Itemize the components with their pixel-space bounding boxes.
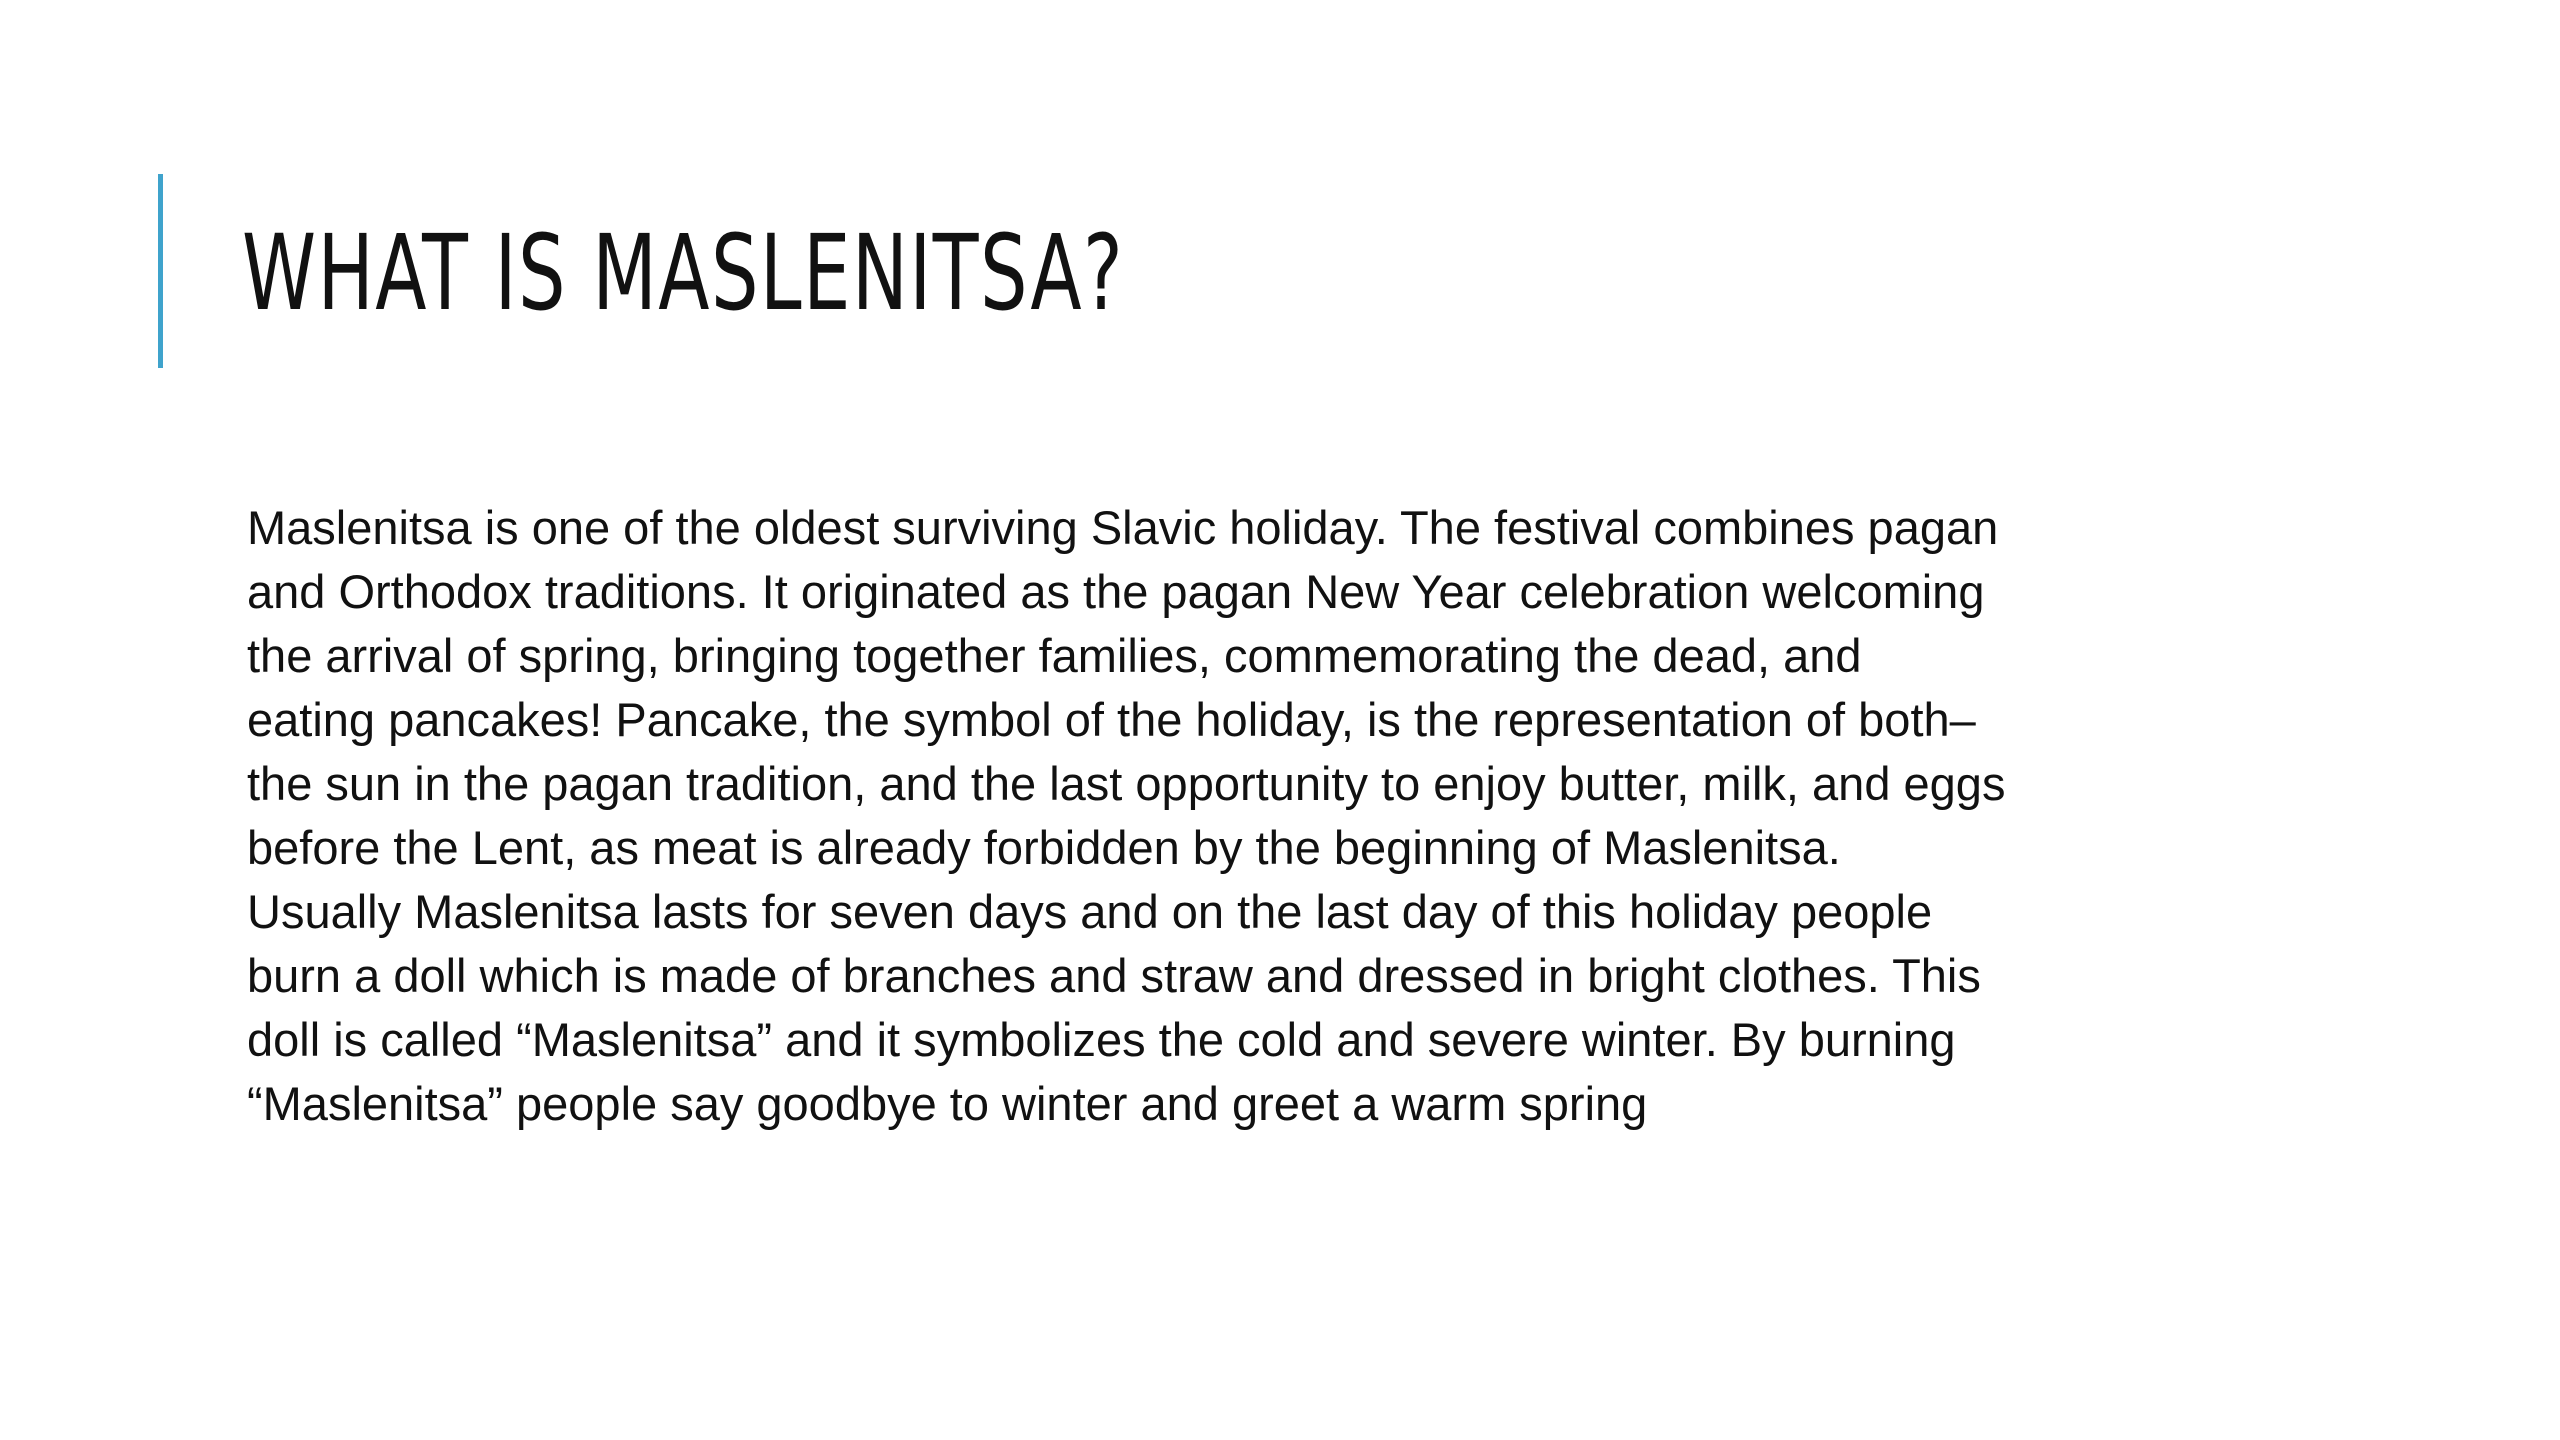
body-line: doll is called “Maslenitsa” and it symbolizes the cold and severe winter. By burning — [247, 1013, 1956, 1066]
slide-title: WHAT IS MASLENITSA? — [242, 212, 1125, 334]
body-line: the sun in the pagan tradition, and the last opportunity to enjoy butter, milk, and eggs — [247, 757, 2006, 810]
body-line: before the Lent, as meat is already forbidden by the beginning of Maslenitsa. — [247, 821, 1841, 874]
body-line: and Orthodox traditions. It originated as the pagan New Year celebration welcoming — [247, 565, 1985, 618]
body-line: “Maslenitsa” people say goodbye to winter and greet a warm spring — [247, 1077, 1648, 1130]
body-line: eating pancakes! Pancake, the symbol of the holiday, is the representation of both– — [247, 693, 1976, 746]
body-line: burn a doll which is made of branches and straw and dressed in bright clothes. This — [247, 949, 1981, 1002]
body-line: Maslenitsa is one of the oldest surviving Slavic holiday. The festival combines pagan — [247, 501, 1999, 554]
body-line: Usually Maslenitsa lasts for seven days and on the last day of this holiday people — [247, 885, 1933, 938]
title-accent-bar — [158, 174, 163, 368]
body-line: the arrival of spring, bringing together families, commemorating the dead, and — [247, 629, 1862, 682]
slide-body-text — [247, 496, 2297, 1136]
